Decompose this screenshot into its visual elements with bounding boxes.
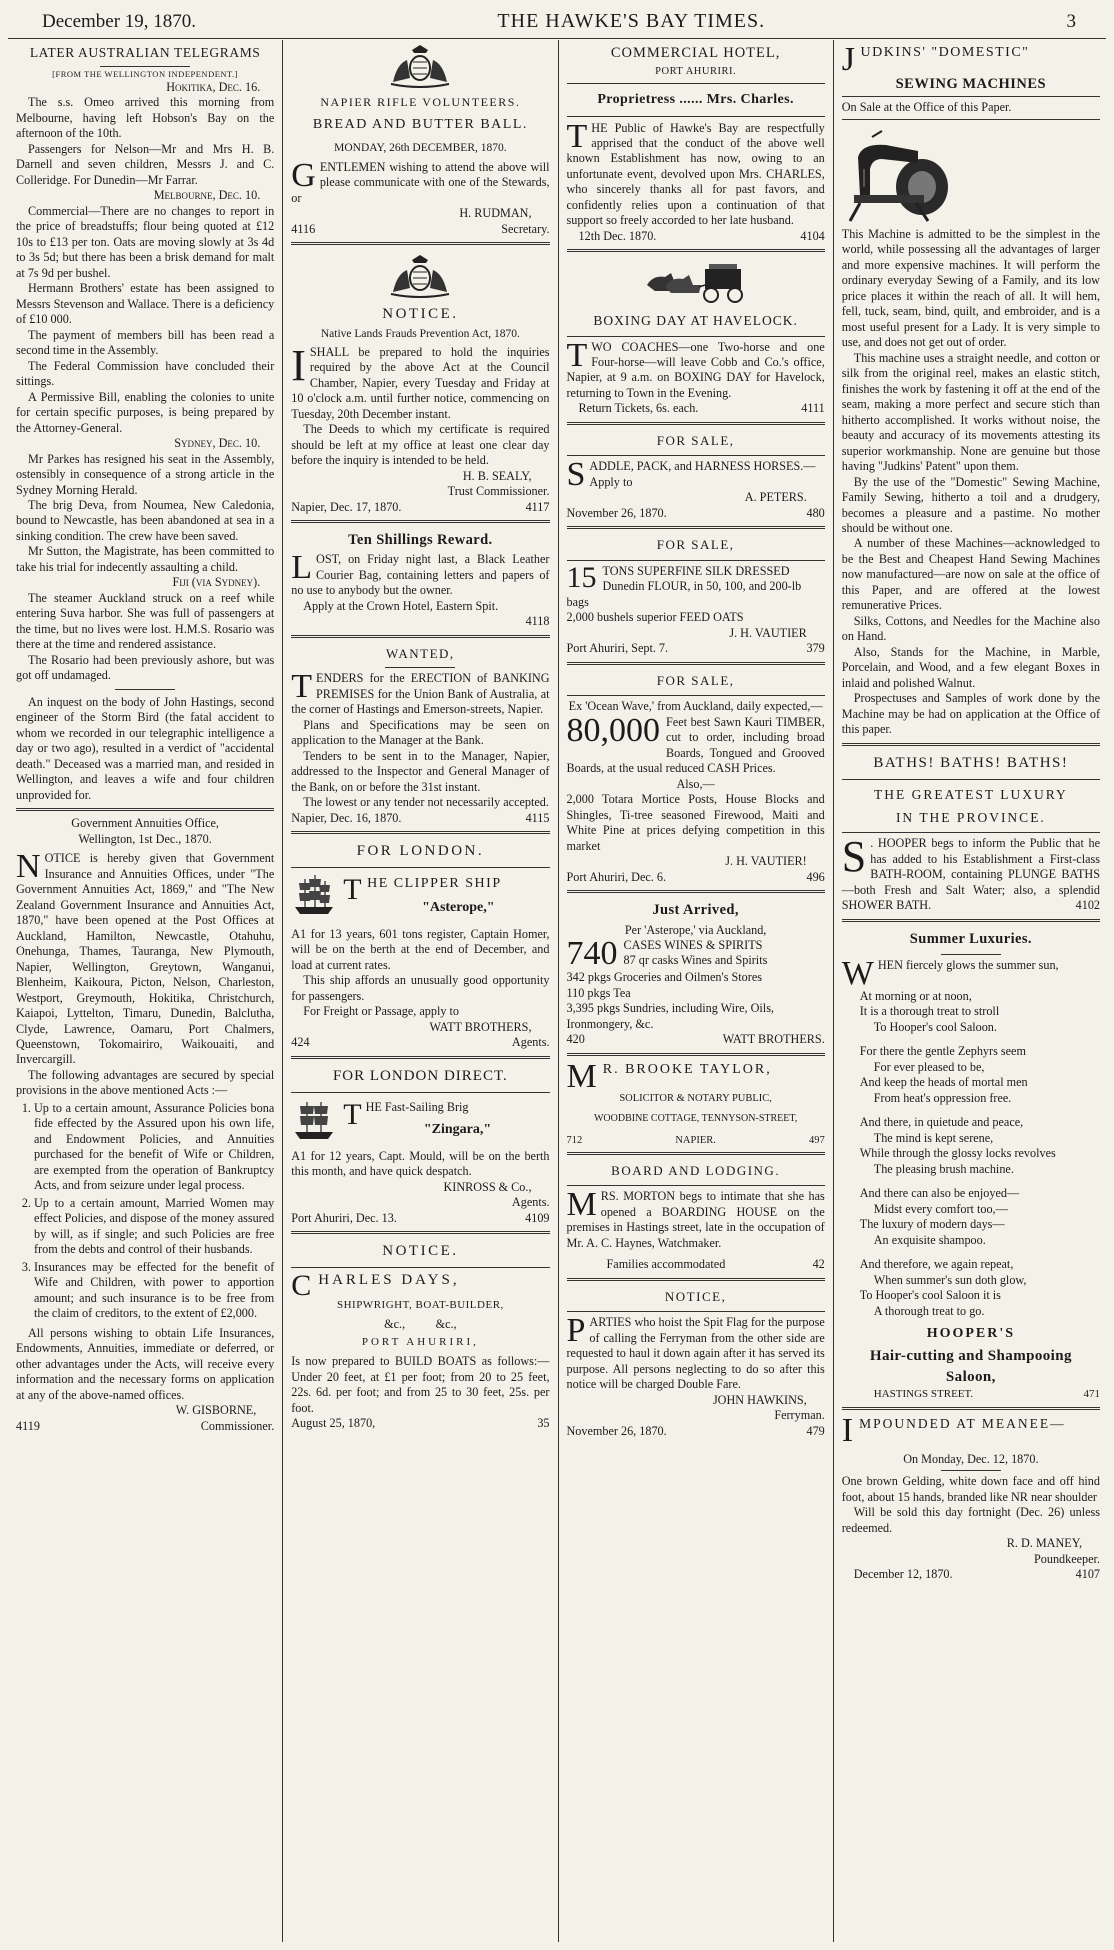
telegram-paragraph: The s.s. Omeo arrived this morning from Melbourne, having left Hobson's Bay on the afternoon of the 10th. [16,95,275,141]
sale-heading: FOR SALE, [656,672,735,688]
hoopers-sub: Hair-cutting and Shampooing [869,1347,1072,1364]
list-item: 3. Insurances may be effected for the benefit of Wife and Children, with power to apportion amount; and such insurance is to be free from the claim of creditors, to the extent of £2,000. [34,1260,274,1322]
ad-number: 4119 [16,1418,40,1433]
ad-number: 4115 [525,810,550,825]
telegram-paragraph: The steamer Auckland struck on a reef while entering Suva harbor. She was full of passengers at the time, but no lives were lost. H.M.S. Rosario was there at the time and rendered assistance. [16,590,275,652]
ad-number: 4107 [1075,1567,1100,1582]
divider [842,743,1100,746]
sale-text: SADDLE, PACK, and HARNESS HORSES.—Apply to [566,456,816,494]
luxury-heading: THE GREATEST LUXURY [873,786,1068,802]
telegram-paragraph: The Federal Commission have concluded their sittings. [16,358,275,389]
annuities-office: Government Annuities Office, [71,816,219,831]
column-2 [283,40,558,1942]
flour-text: 15 TONS SUPERFINE SILK DRESSED Dunedin FLOUR, in 50, 100, and 200-lb bags [566,560,802,609]
divider [842,119,1100,120]
drop-cap: I [841,1411,856,1449]
divider [291,1056,549,1059]
dateline-melbourne: Melbourne, Dec. 10. [153,188,261,203]
ad-footer [567,1257,825,1272]
judkins-paragraph: By the use of the "Domestic" Sewing Machine, Family Sewing, hitherto a toil and a drudgery, becomes a pleasure and a pastime. No mother should be without one. [841,474,1100,535]
poem-line: When summer's sun doth glow, [873,1272,1027,1287]
telegram-paragraph: Passengers for Nelson—Mr and Mrs H. B. Darnell and seven children, Messrs J. and C. Colleridge. For Dunedin—Mr Farrar. [16,141,275,187]
poem-line: A thorough treat to go. [873,1303,985,1318]
divider [291,1092,549,1093]
divider [291,867,549,868]
hoopers-sub-2: Saloon, [945,1368,996,1385]
wanted-paragraph: The lowest or any tender not necessarily accepted. [303,795,549,810]
divider [291,1231,549,1234]
act-title: Native Lands Frauds Prevention Act, 1870. [320,328,520,341]
ad-footer [567,1424,825,1439]
poem-line: And there can also be enjoyed— [859,1186,1020,1201]
reward-paragraph: Apply at the Crown Hotel, Eastern Spit. [303,598,499,613]
quantity-number: 80,000 [566,711,660,749]
signatory: J. H. VAUTIER! [725,854,807,869]
drop-cap: N [16,848,41,886]
page-number: 3 [1066,10,1076,32]
reward-heading: Ten Shillings Reward. [348,531,493,548]
brig-text: THE Fast-Sailing Brig [343,1097,469,1131]
quantity-number: 15 [566,560,597,594]
parties-text: PARTIES who hoist the Spit Flag for the purpose of calling the Ferryman from the other side are requested to haul it down again after it has served its purpose. All persons neglecting to do so after this notice will be charged Double Fare. [566,1312,825,1392]
ad-footer [567,1032,825,1047]
divider [842,96,1100,97]
divider [291,831,549,834]
impound-heading: IMPOUNDED AT MEANEE— [841,1411,1066,1449]
taylor-code: 712 [566,1134,583,1146]
telegram-paragraph: The Rosario had been previously ashore, but was got off undamaged. [16,652,275,683]
divider [16,808,274,811]
poem-line: The luxury of modern days— [859,1217,1005,1232]
poem-line: To Hooper's cool Saloon. [873,1019,997,1034]
signatory: WATT BROTHERS. [722,1032,825,1047]
advantages-intro: The following advantages are secured by special provisions in the above mentioned Acts :— [16,1067,275,1098]
notice-heading: NOTICE. [382,306,459,323]
ad-date: December 12, 1870. [853,1567,953,1582]
drop-cap: T [343,873,364,907]
newspaper-title: THE HAWKE'S BAY TIMES. [497,10,766,33]
sailing-ship-icon [291,873,337,917]
arrived-line: CASES WINES & SPIRITS [623,937,763,952]
signatory: J. H. VAUTIER [729,625,807,640]
arrived-line: 3,395 pkgs Sundries, including Wire, Oils, Ironmongery, &c. [566,1001,774,1031]
ad-footer [291,1211,549,1226]
telegram-paragraph: Hermann Brothers' estate has been assigned to Messrs Stevenson and Wallace. There is a deficiency of £10 000. [16,281,275,327]
judkins-paragraph: This Machine is admitted to be the simplest in the world, while possessing all the advantages of larger and more expensive machines. It will perform the ordinary everyday Sewing of a Family, and its low price places it within the reach of all. It will hem, fell, tuck, seam, bind, quilt, and embroider, and is a most useful present for a Lady. It is very simple to use, and does not get out of order. [841,226,1100,350]
board-text: MRS. MORTON begs to intimate that she has opened a BOARDING HOUSE on the premises in Hastings street, late in the occupation of Mr. A. C. Haynes, Watchmaker. [566,1186,825,1250]
drop-cap: T [566,117,588,155]
drop-cap: T [343,1097,362,1131]
sewing-machine-icon [842,129,954,225]
royal-crest-icon [385,44,455,88]
judkins-paragraph: Prospectuses and Samples of work done by the Machine may be had on application at the Office of this paper. [841,691,1100,737]
masthead-rule [8,38,1106,39]
wanted-paragraph: Tenders to be sent in to the Manager, Napier, addressed to the Inspector and General Manager of the Bank, on or before the 31st instant. [291,748,550,794]
divider [842,1407,1100,1410]
wanted-paragraph: Plans and Specifications may be seen on application to the Manager at the Bank. [291,717,550,748]
taylor-name: M R. BROOKE TAYLOR, [566,1057,772,1095]
ad-footer [291,1416,549,1431]
london-direct-heading: FOR LONDON DIRECT. [332,1067,508,1084]
brig-ad [291,1096,549,1227]
divider [291,1267,549,1268]
arrived-line: 110 pkgs Tea [566,985,631,1000]
ad-number: 35 [537,1416,550,1431]
issue-date: December 19, 1870. [42,10,197,32]
ad-date: Napier, Dec. 16, 1870. [291,810,402,825]
telegram-paragraph: Mr Sutton, the Magistrate, has been committed to take his trial for indecently assaulting a child. [16,544,275,574]
taylor-place: NAPIER. [675,1134,716,1146]
signatory: A. PETERS. [744,490,807,505]
telegram-paragraph: A Permissive Bill, enabling the colonies to unite for certain specific purposes, is being prepared by the Attorney-General. [16,389,275,435]
list-item: 1. Up to a certain amount, Assurance Policies bona fide effected by the Assured upon his own life, and Endowment Policies, and Annuities purchased for the benefit of Wife or Children, are exempted from the operation of Bankruptcy Acts, and from seizure under legal process. [34,1101,274,1194]
telegram-paragraph: Commercial—There are no changes to report in the price of breadstuffs; flour being quoted at £12 10s to £13 per ton. Oats are moving slowly at 3s 4d to 3s 5d; but there has been a brisk demand for malt at 7s 9d per bushel. [16,203,275,280]
drop-cap: T [291,668,313,706]
sale-heading: FOR SALE, [656,432,735,448]
ad-number: 4118 [525,614,550,629]
list-item: 2. Up to a certain amount, Married Women may effect Policies, and dispose of the money assured by will, as if single; and such Policies are free from the debts and control of their husbands. [34,1196,274,1258]
divider [100,66,190,67]
closing-paragraph: All persons wishing to obtain Life Insurances, Endowments, Annuities, immediate or deferred, or other advantages under the Acts, will receive every information and the necessary forms on application at any of the above-named offices. [16,1325,275,1402]
page-columns [8,40,1108,1942]
divider [291,520,549,523]
poem-line: And therefore, we again repeat, [859,1257,1014,1272]
boxing-text: TWO COACHES—one Two-horse and one Four-horse—will leave Cobb and Co.'s office, Napier, at 9 a.m. on BOXING DAY for Havelock, returning to Town in the Evening. [566,336,825,400]
brig-paragraph: A1 for 12 years, Capt. Mould, will be on the berth this month, and have quick despatch. [291,1148,550,1179]
ship-name: "Asterope," [422,899,495,915]
poem-line: An exquisite shampoo. [873,1232,986,1247]
timber-text: 80,000 Feet best Sawn Kauri TIMBER, cut to order, including broad Boards, Tongued and Grooved Boards, at the usual reduced CASH Prices. [566,711,825,776]
days-place: PORT AHURIRI, [361,1336,479,1349]
divider [291,635,549,638]
ad-date: August 25, 1870, [291,1416,376,1431]
ad-number: 4109 [525,1210,550,1225]
ad-date: November 26, 1870. [566,505,667,520]
divider [842,919,1100,922]
divider [567,662,825,665]
dateline-hokitika: Hokitika, Dec. 16. [166,79,261,94]
poem-line: And there, in quietude and peace, [859,1115,1024,1130]
ad-footer [291,1035,549,1050]
notice-heading: NOTICE, [664,1288,727,1304]
divider [567,560,825,561]
divider [567,1311,825,1312]
divider [567,890,825,893]
hooper-text: S . HOOPER begs to inform the Public that he has added to his Establishment a First-class BATH-ROOM, containing PLUNGE BATHS—both Fresh and Salt Water; also, a splendid SHOWER BATH. 4102 [841,832,1100,913]
signatory: WATT BROTHERS, [429,1019,532,1034]
telegrams-source: [FROM THE WELLINGTON INDEPENDENT.] [52,69,239,80]
column-1 [8,40,283,1942]
poem-line: To Hooper's cool Saloon it is [859,1288,1001,1303]
judkins-heading-2: SEWING MACHINES [895,75,1047,92]
hoopers-heading: HOOPER'S [926,1326,1016,1342]
drop-cap: P [566,1312,586,1350]
hotel-heading: COMMERCIAL HOTEL, [610,45,781,61]
rifle-title: NAPIER RIFLE VOLUNTEERS. [320,95,521,109]
arrived-per: Per 'Asterope,' via Auckland, [624,922,767,937]
ship-name: "Zingara," [423,1122,492,1138]
poem [842,989,1100,1319]
ad-footer [291,811,549,826]
poem-line: Midst every comfort too,— [873,1201,1008,1216]
drop-cap: T [566,336,588,374]
proprietress: Proprietress ...... Mrs. Charles. [597,91,794,107]
taylor-trade: SOLICITOR & NOTARY PUBLIC, [619,1092,772,1104]
ad-number: 379 [806,641,825,656]
boxing-return: Return Tickets, 6s. each. [578,401,699,416]
hoopers-street: HASTINGS STREET. [873,1387,974,1400]
ad-footer [842,1388,1100,1402]
drop-cap: M [566,1186,597,1224]
drop-cap: M [566,1057,599,1095]
board-families: Families accommodated [606,1257,726,1272]
divider [567,116,825,117]
baths-heading: BATHS! BATHS! BATHS! [873,754,1069,771]
telegram-paragraph: Mr Parkes has resigned his seat in the Assembly, ostensibly in consequence of a strong article in the Sydney Morning Herald. [16,451,275,497]
drop-cap: S [566,456,586,494]
impound-text: One brown Gelding, white down face and off hind foot, about 15 hands, branded like NR near shoulder [841,1474,1100,1504]
clipper-text: THE CLIPPER SHIP [343,873,502,907]
poem-line: The mind is kept serene, [873,1130,994,1145]
ad-date: Port Ahuriri, Dec. 13. [291,1210,397,1225]
ad-date: November 26, 1870. [566,1423,667,1438]
ad-footer [16,1419,274,1434]
ad-footer [842,1567,1100,1582]
signatory-title: Trust Commissioner. [447,484,550,499]
divider [567,695,825,696]
clipper-paragraph: For Freight or Passage, apply to [303,1004,459,1019]
masthead [8,0,1106,38]
sailing-ship-icon [291,1098,337,1142]
divider [842,832,1100,833]
drop-cap: C [291,1269,315,1303]
stagecoach-icon [641,261,751,305]
ad-footer [567,870,825,885]
days-trade: SHIPWRIGHT, BOAT-BUILDER, [336,1298,504,1311]
ad-footer [567,641,825,656]
wanted-heading: WANTED, [386,645,455,661]
quantity-number: 740 [566,934,618,972]
signatory-title: Secretary. [501,221,550,236]
boxing-heading: BOXING DAY AT HAVELOCK. [593,313,798,329]
clipper-ad [291,871,549,1050]
oats-line: 2,000 bushels superior FEED OATS [566,610,744,625]
taylor-address: WOODBINE COTTAGE, TENNYSON-STREET, [593,1112,798,1124]
ad-number: 4102 [1075,898,1100,913]
divider [567,422,825,425]
sealy-text: ISHALL be prepared to hold the inquiries required by the above Act at the Council Chamber, Napier, every Tuesday and Friday at 10 o'clock a.m. until further notice, commencing on Tuesday, 20th December instant. [291,340,550,421]
arrived-heading: Just Arrived, [652,902,739,919]
telegram-paragraph: The payment of members bill has been read a second time in the Assembly. [16,327,275,358]
ad-footer [567,229,825,244]
poem-line: For there the gentle Zephyrs seem [859,1044,1026,1059]
summer-heading: Summer Luxuries. [909,930,1032,947]
ad-number: 4116 [291,221,316,236]
advantages-list [34,1101,274,1324]
ball-date: MONDAY, 26th DECEMBER, 1870. [334,142,507,154]
poem-line: It is a thorough treat to stroll [859,1004,1000,1019]
judkins-paragraph: Silks, Cottons, and Needles for the Machine also on Hand. [841,613,1100,644]
clipper-paragraph: A1 for 13 years, 601 tons register, Captain Homer, will be on the berth at the end of December, and load at current rates. [291,926,550,972]
drop-cap: G [291,156,316,194]
arrived-line: 342 pkgs Groceries and Oilmen's Stores [566,970,762,985]
signatory-title: Commissioner. [200,1418,275,1433]
ad-footer [291,222,549,237]
ad-number: 420 [566,1032,585,1047]
divider [941,954,1001,955]
poem-line: And keep the heads of mortal men [859,1075,1028,1090]
signatory: H. RUDMAN, [459,206,532,221]
ad-footer [567,401,825,416]
hotel-place: PORT AHURIRI. [655,66,737,78]
ad-date: Port Ahuriri, Sept. 7. [566,641,669,656]
impound-sale: Will be sold this day fortnight (Dec. 26) unless redeemed. [841,1505,1100,1535]
annuities-notice: NOTICE is hereby given that Government Insurance and Annuities Offices, under "The Government Annuities Act, 1869," and "The New Zealand Government Insurance and Annuities Act, 1870," have been opened at the Post Offices at Auckland, Hamilton, Newcastle, Otahuhu, Onehunga, Thames, Tauranga, New Plymouth, Napier, Wellington, Greytown, Wanganui, Blenheim, Kaikoura, Picton, Nelson, Charleston, Westport, Greymouth, Hokitika, Christchurch, Kaiapoi, Lyttelton, Timaru, Dunedin, Balclutha, Clyde, Lawrence, Oamaru, Port Chalmers, Queenstown, Tokomairiro, Waikouaiti, and Invercargill. [16,848,275,1067]
judkins-heading: JUDKINS' "DOMESTIC" [841,41,1030,78]
ad-footer [567,1134,825,1147]
ad-number: 497 [808,1134,825,1146]
hotel-text: THE Public of Hawke's Bay are respectfully apprised that the conduct of the above well known Establishment has now, owing to an unfortunate event, devolved upon Mrs. CHARLES, who sincerely thanks all for past favors, and confidently relies upon a continuation of that support so freely accorded to her late husband. [566,117,825,228]
divider [567,249,825,252]
telegrams-heading: LATER AUSTRALIAN TELEGRAMS [29,45,261,60]
clipper-paragraph: This ship affords an unusually good opportunity for passengers. [291,973,550,1003]
judkins-sub: On Sale at the Office of this Paper. [841,100,1012,115]
totara-text: 2,000 Totara Mortice Posts, House Blocks and Shingles, Ti-tree seasoned Firewood, Maiti and White Pine at prices defying competition in this market [566,792,825,853]
sale-heading: FOR SALE, [656,537,735,553]
sealy-paragraph: The Deeds to which my certificate is required should be left at my office at least one clear day before the inquiry is intended to be held. [291,422,550,468]
ad-number: 42 [812,1257,825,1272]
signatory: KINROSS & Co., [443,1179,532,1194]
ad-date: 12th Dec. 1870. [578,228,657,243]
judkins-paragraph: A number of these Machines—acknowledged to be the Best and Cheapest Hand Sewing Machines now manufactured—are now on sale at the office of this Paper, and are offered at the lowest remunerative Prices. [841,536,1100,613]
judkins-paragraph: This machine uses a straight needle, and cotton or silk from the original reel, makes an elastic stitch, finishes the work by fastening it off at the end of the seam, making a more perfect and secure stich than hitherto accomplished. It works without noise, the beauty and accuracy of its movements attesting its superior workmanship. None are genuine but those having "Judkins' Patent" upon them. [841,350,1100,474]
impound-date: On Monday, Dec. 12, 1870. [903,1451,1039,1466]
poem-first-line: WHEN fiercely glows the summer sun, [841,954,1059,992]
divider [567,1053,825,1056]
poem-line: While through the glossy locks revolves [859,1146,1056,1161]
ad-footer [291,500,549,515]
divider [567,455,825,456]
days-text: Is now prepared to BUILD BOATS as follows:—Under 20 feet, at £1 per foot; from 20 to 25 feet, 22s. 6d. per foot; and from 25 to 30 feet, 25s. per foot. [291,1354,550,1415]
signatory-title: Poundkeeper. [1033,1551,1100,1566]
ad-date: Port Ahuriri, Dec. 6. [566,869,667,884]
signatory: R. D. MANEY, [1006,1536,1082,1551]
ad-footer [567,506,825,521]
divider [567,526,825,529]
annuities-date: Wellington, 1st Dec., 1870. [78,831,212,846]
arrived-list [566,934,825,1032]
signatory-title: Ferryman. [774,1408,825,1423]
inquest-paragraph: An inquest on the body of John Hastings, second engineer of the Storm Bird (the fatal accident to whom we recorded in our telegraphic intelligence a day or two ago), resulted in a verdict of "accidental death." Deceased was a married man, and resided in Wellington, and leaves a wife and four children unprovided for. [16,694,275,802]
divider [291,242,549,245]
ad-number: 479 [806,1423,825,1438]
poem-line: The pleasing brush machine. [873,1161,1014,1176]
signatory: JOHN HAWKINS, [712,1392,807,1407]
telegram-paragraph: The brig Deva, from Noumea, New Caledonia, bound to Newcastle, has been abandoned at sea in a sinking condition. The crew have been saved. [16,498,275,543]
ad-number: 4117 [525,499,550,514]
ad-number: 480 [806,505,825,520]
signatory: H. B. SEALY, [462,468,532,483]
divider [385,667,455,668]
ad-number: 471 [1083,1387,1100,1400]
drop-cap: I [291,340,306,390]
ball-title: BREAD AND BUTTER BALL. [312,117,528,133]
divider [567,83,825,84]
divider [567,1152,825,1155]
divider [941,1470,1001,1471]
ad-number: 424 [291,1035,310,1050]
divider [567,1278,825,1281]
poem-line: At morning or at noon, [859,988,972,1003]
dateline-fiji: Fiji (via Sydney). [172,575,261,590]
london-heading: FOR LONDON. [356,843,485,860]
wanted-text: TENDERS for the ERECTION of BANKING PREMISES for the Union Bank of Australia, at the corner of Hastings and Emerson-streets, Napier. [291,668,550,717]
luxury-heading-2: IN THE PROVINCE. [895,809,1046,825]
signatory: W. GISBORNE, [175,1403,257,1418]
dateline-sydney: Sydney, Dec. 10. [174,436,261,451]
column-4 [834,40,1108,1942]
ad-number: 4111 [801,401,825,416]
poem-line: For ever pleased to be, [873,1059,985,1074]
column-3 [559,40,834,1942]
poem-line: From heat's oppression free. [873,1090,1012,1105]
ad-date: Napier, Dec. 17, 1870. [291,499,402,514]
ad-number: 496 [806,869,825,884]
drop-cap: S [841,832,867,882]
judkins-paragraph: Also, Stands for the Machine, in Marble, Porcelain, and Wood, and a few elegant Boxes in inlaid and polished Walnut. [841,644,1100,690]
board-heading: BOARD AND LODGING. [611,1162,781,1178]
drop-cap: W [841,954,874,992]
reward-text: LOST, on Friday night last, a Black Leather Courier Bag, containing letters and papers of no use to anybody but the owner. [291,549,550,598]
divider [115,689,175,690]
divider [567,1185,825,1186]
sale-source: Ex 'Ocean Wave,' from Auckland, daily expected,— [568,699,823,714]
sale-also: Also,— [676,776,715,791]
divider [842,779,1100,780]
arrived-line: 87 qr casks Wines and Spirits [623,953,768,968]
ad-number: 4104 [800,228,825,243]
notice-heading: NOTICE. [382,1243,459,1260]
signatory-title: Agents. [511,1195,550,1210]
royal-crest-icon [385,254,455,298]
divider [567,336,825,337]
drop-cap: L [291,549,313,587]
drop-cap: J [841,41,857,78]
signatory-title: Agents. [511,1035,550,1050]
days-name: CHARLES DAYS, [291,1269,460,1303]
days-etc: &c., &c., [384,1316,457,1331]
ball-text: GENTLEMEN wishing to attend the above will please communicate with one of the Stewards, or [291,156,550,205]
